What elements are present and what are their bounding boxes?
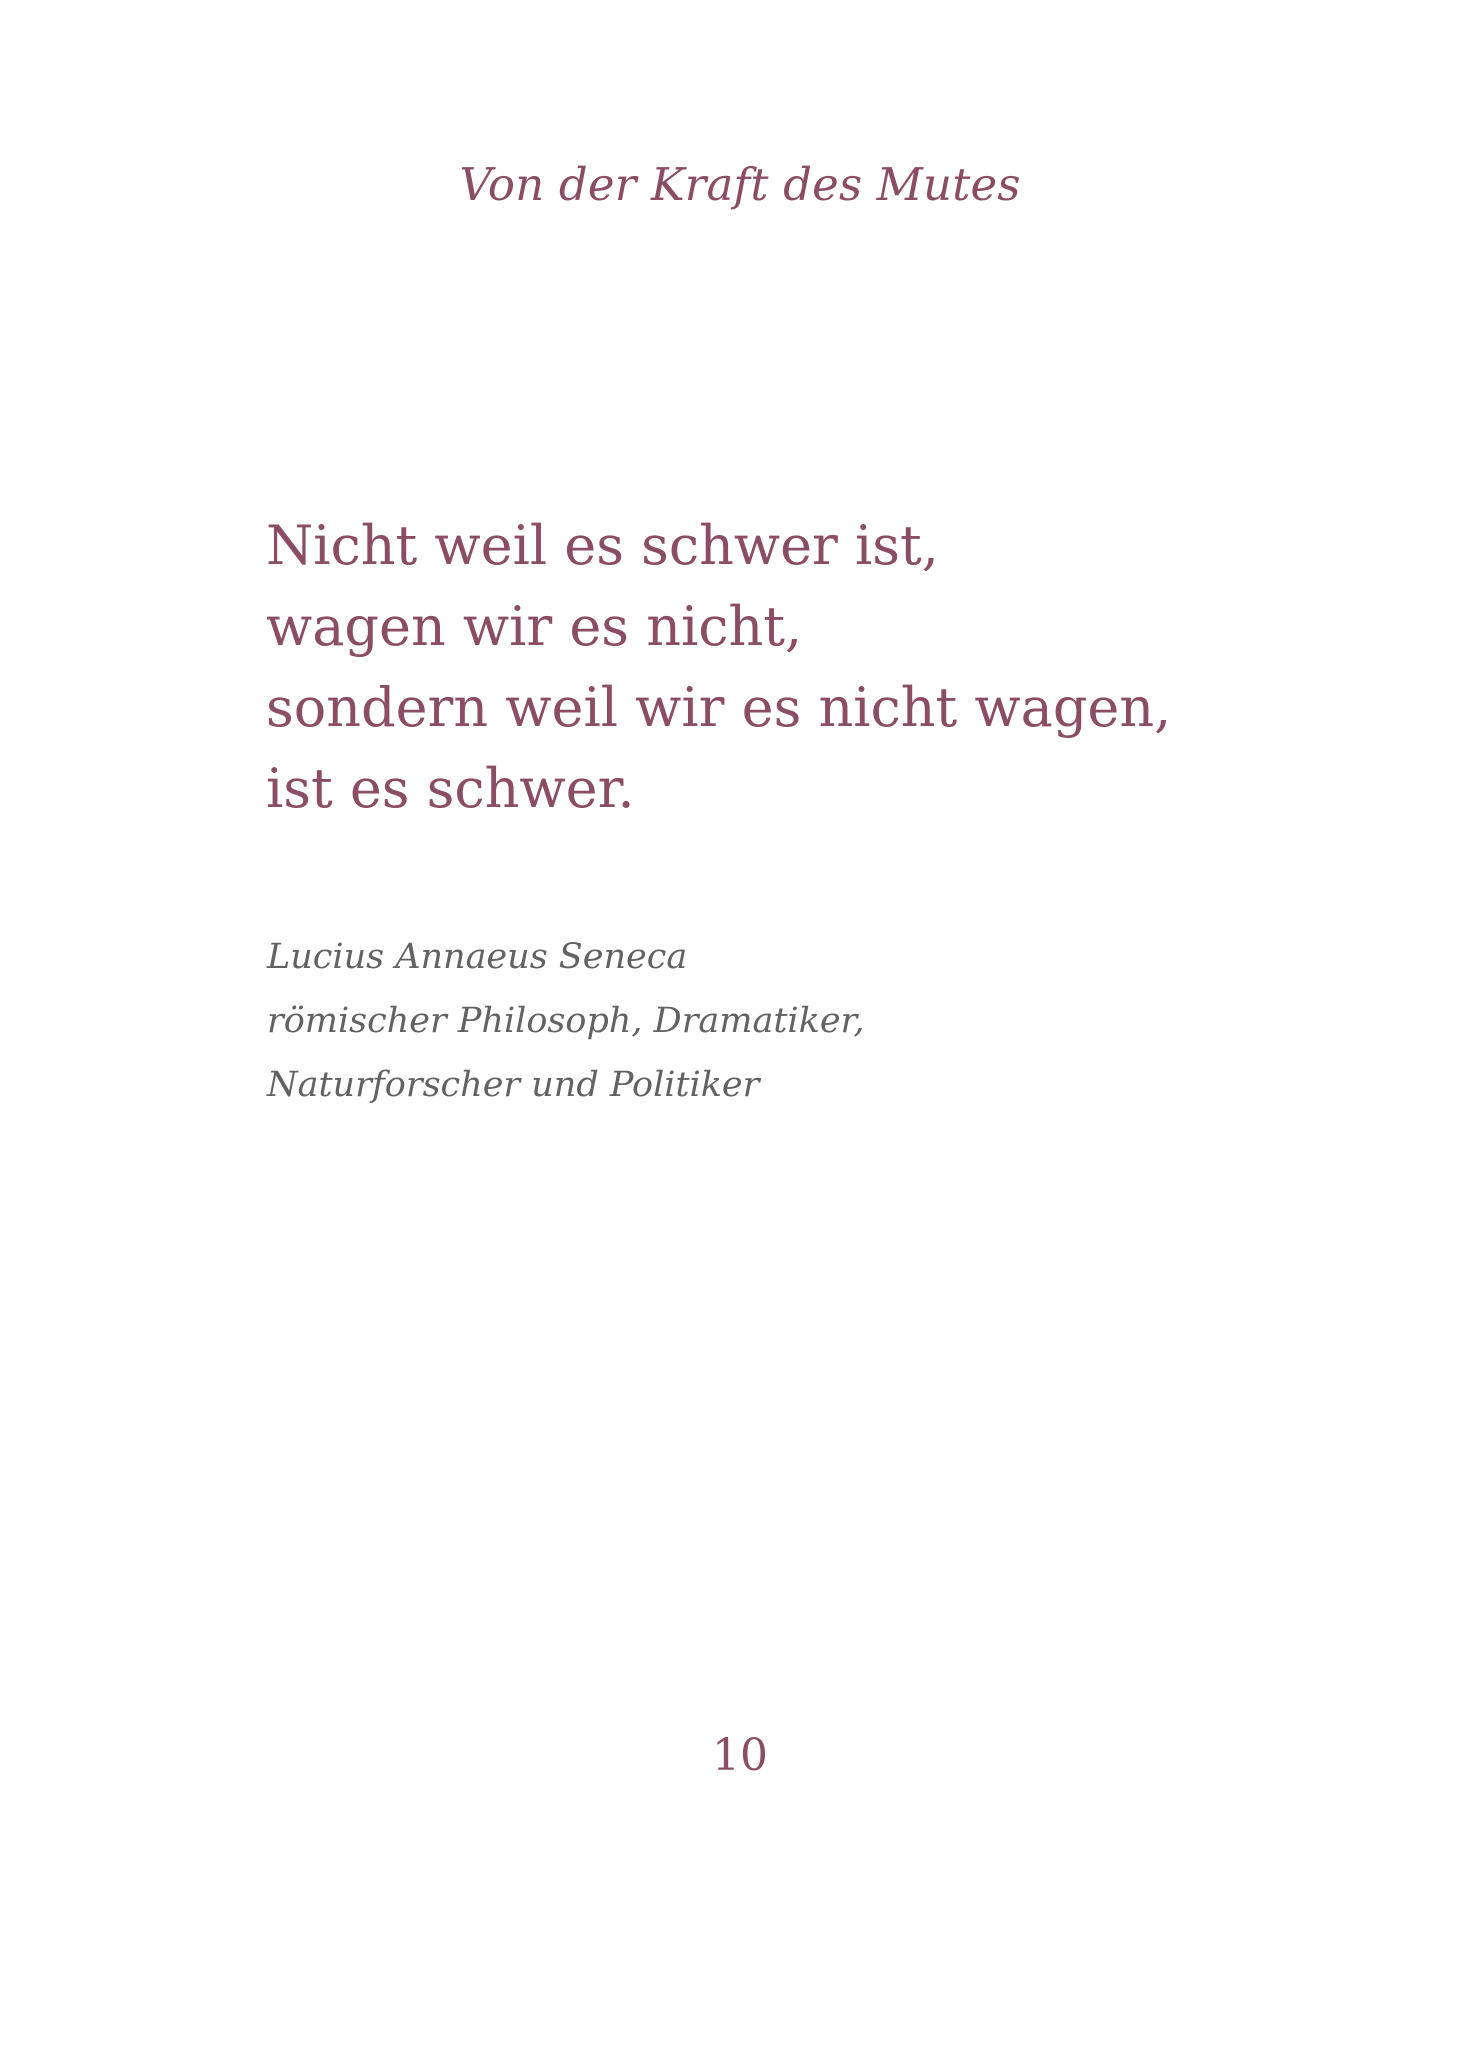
- author-description: Naturforscher und Politiker: [267, 1065, 760, 1105]
- attribution-block: [267, 925, 1167, 1117]
- page-number: 10: [712, 1730, 768, 1781]
- quote-block: [266, 505, 1266, 829]
- quote-line: wagen wir es nicht,: [266, 595, 803, 658]
- author-description: römischer Philosoph, Dramatiker,: [267, 1001, 865, 1041]
- quote-line: Nicht weil es schwer ist,: [266, 514, 939, 577]
- running-head: Von der Kraft des Mutes: [459, 158, 1021, 211]
- author-name: Lucius Annaeus Seneca: [267, 937, 688, 977]
- quote-line: ist es schwer.: [266, 757, 635, 820]
- quote-line: sondern weil wir es nicht wagen,: [266, 676, 1172, 739]
